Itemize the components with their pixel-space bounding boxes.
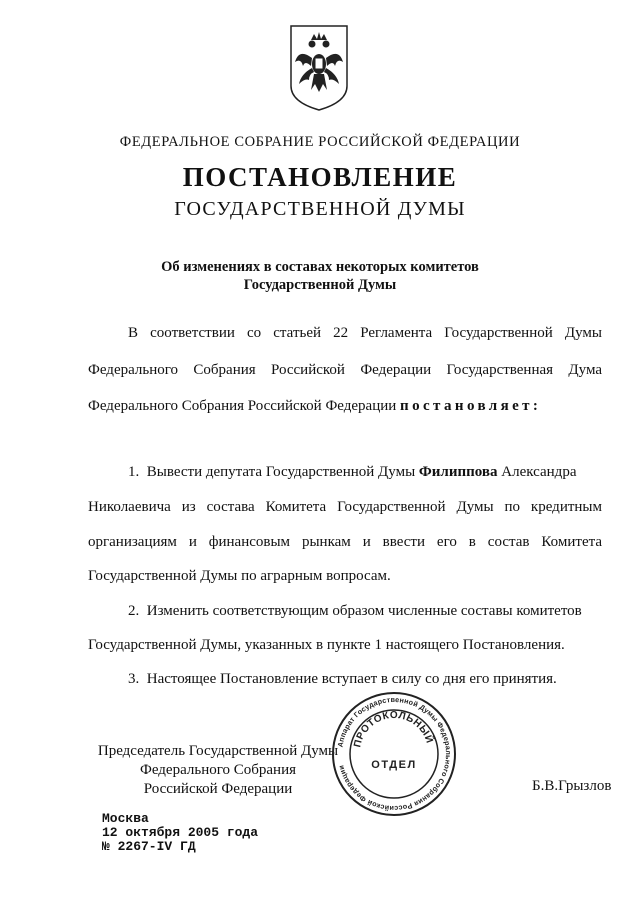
date: 12 октября 2005 года — [102, 825, 259, 840]
item-3-text: Настоящее Постановление вступает в силу со дня его принятия. — [146, 671, 557, 687]
preamble-resolves: постановляет: — [400, 398, 542, 414]
item-1-line-4: Государственной Думы по аграрным вопросам. — [88, 568, 391, 584]
coat-of-arms-icon — [287, 22, 351, 112]
organization-name: ФЕДЕРАЛЬНОЕ СОБРАНИЕ РОССИЙСКОЙ ФЕДЕРАЦИИ — [119, 134, 521, 150]
preamble-line-1: В соответствии со статьей 22 Регламента Государственной Думы — [128, 325, 602, 341]
item-2-text: Изменить соответствующим образом численные составы комитетов — [146, 603, 582, 619]
item-2-number: 2. — [128, 603, 140, 619]
place-and-date — [102, 812, 258, 854]
item-3-line-1 — [128, 671, 557, 688]
item-1-lead: Вывести депутата Государственной Думы — [146, 464, 416, 480]
signature-position — [96, 742, 340, 799]
stamp-outer-text: Аппарат Государственной Думы Федерального Собрания Российской Федерации — [335, 694, 454, 814]
item-1-firstname: Александра — [501, 464, 577, 480]
item-1-number: 1. — [128, 464, 140, 480]
preamble-line-2: Федерального Собрания Российской Федерации Государственная Дума — [88, 362, 602, 378]
signature-line-1: Председатель Государственной Думы — [97, 743, 339, 759]
signature-line-2: Федерального Собрания — [139, 762, 297, 778]
stamp-inner-text: ПРОТОКОЛЬНЫЙ — [352, 709, 435, 749]
document-number: № 2267-IV ГД — [102, 839, 196, 854]
stamp-center-text: ОТДЕЛ — [371, 759, 417, 771]
item-1-line-2: Николаевича из состава Комитета Государственной Думы по кредитным — [88, 499, 602, 515]
item-3-number: 3. — [128, 671, 140, 687]
item-1-surname: Филиппова — [418, 464, 498, 480]
signature-line-3: Российской Федерации — [143, 781, 293, 797]
preamble-line-3 — [88, 398, 541, 415]
official-stamp — [330, 690, 458, 818]
document-title: ПОСТАНОВЛЕНИЕ — [182, 162, 458, 192]
item-1-line-3: организациям и финансовым рынкам и ввести его в состав Комитета — [88, 534, 602, 550]
subject-line-1: Об изменениях в составах некоторых комитетов — [161, 259, 479, 275]
document-subject — [0, 258, 640, 294]
city: Москва — [102, 811, 149, 826]
item-2-line-2: Государственной Думы, указанных в пункте 1 настоящего Постановления. — [88, 637, 565, 653]
subject-line-2: Государственной Думы — [243, 277, 397, 293]
preamble-line-3-text: Федерального Собрания Российской Федерации — [88, 398, 397, 414]
document-subtitle: ГОСУДАРСТВЕННОЙ ДУМЫ — [174, 198, 466, 220]
item-2-line-1 — [128, 603, 582, 620]
signatory-name: Б.В.Грызлов — [532, 778, 612, 794]
item-1-line-1 — [128, 464, 576, 481]
svg-text:ПРОТОКОЛЬНЫЙ — [352, 710, 436, 748]
